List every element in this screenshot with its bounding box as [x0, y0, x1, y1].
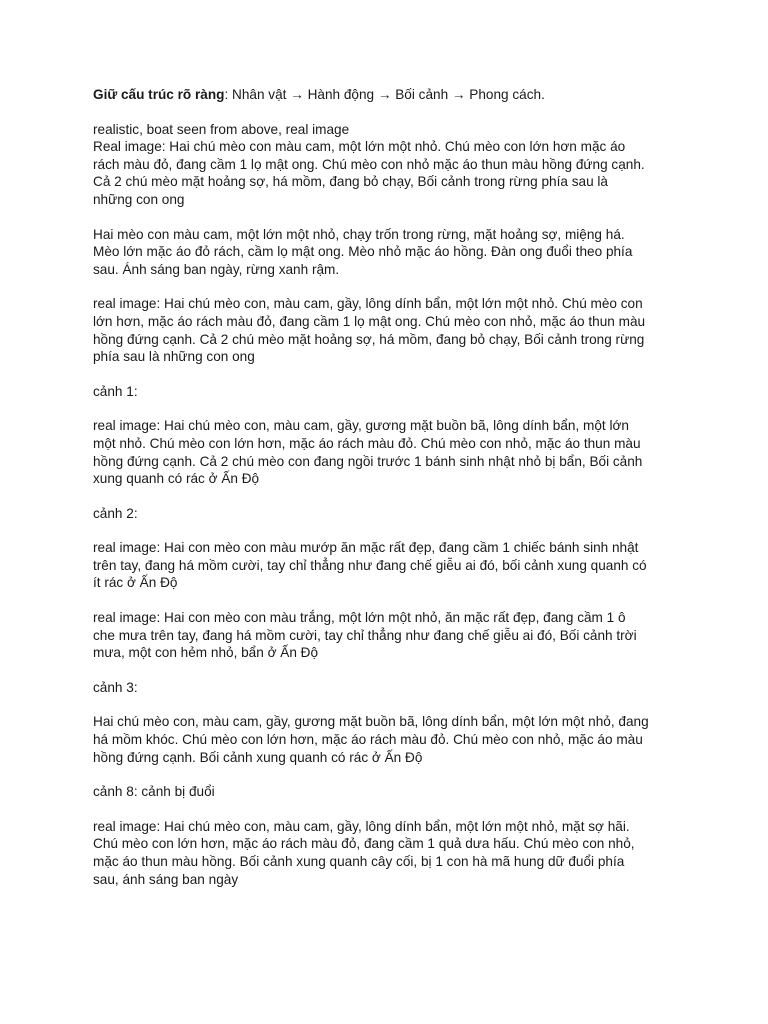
document-page: [93, 86, 683, 905]
paragraph-line: những con ong: [93, 191, 185, 207]
paragraph: [93, 539, 683, 592]
paragraph: [93, 295, 683, 365]
paragraph-line: real image: Hai chú mèo con, màu cam, gầy, lông dính bẩn, một lớn một nhỏ. Chú mèo con: [93, 296, 643, 312]
paragraph-line: real image: Hai con mèo con màu trắng, một lớn một nhỏ, ăn mặc rất đẹp, đang cầm 1 ô: [93, 610, 626, 626]
paragraph: [93, 121, 683, 209]
paragraph-line: lớn hơn, mặc áo rách màu đỏ, đang cầm 1 lọ mật ong. Chú mèo con nhỏ, mặc áo thun màu: [93, 313, 646, 329]
intro-rest: : Nhân vật → Hành động → Bối cảnh → Phong cách.: [224, 87, 545, 102]
paragraph-line: cảnh 1:: [93, 383, 138, 399]
paragraph-line: mưa, một con hẻm nhỏ, bẩn ở Ấn Độ: [93, 645, 319, 661]
paragraph-line: sau. Ánh sáng ban ngày, rừng xanh rậm.: [93, 261, 340, 277]
paragraph-line: hồng đứng cạnh. Cả 2 chú mèo mặt hoảng sợ, há mồm, đang bỏ chạy, Bối cảnh trong rừng: [93, 331, 645, 347]
paragraph-line: real image: Hai chú mèo con, màu cam, gầy, lông dính bẩn, một lớn một nhỏ, mặt sợ hãi.: [93, 818, 630, 834]
paragraph-line: real image: Hai con mèo con màu mướp ăn mặc rất đẹp, đang cầm 1 chiếc bánh sinh nhật: [93, 540, 639, 556]
paragraph-line: hồng đứng cạnh. Cả 2 chú mèo con đang ngồi trước 1 bánh sinh nhật nhỏ bị bẩn, Bối cảnh: [93, 453, 643, 469]
paragraph-line: rách màu đỏ, đang cầm 1 lọ mật ong. Chú mèo con nhỏ mặc áo thun màu hồng đứng cạnh.: [93, 156, 645, 172]
paragraph: [93, 713, 683, 766]
paragraph-line: Mèo lớn mặc áo đỏ rách, cầm lọ mật ong. Mèo nhỏ mặc áo hồng. Đàn ong đuổi theo phía: [93, 244, 633, 260]
paragraph-line: che mưa trên tay, đang há mồm cười, tay chỉ thẳng như đang chế giễu ai đó, Bối cảnh trời: [93, 627, 637, 643]
paragraph: [93, 226, 683, 279]
paragraph-line: phía sau là những con ong: [93, 349, 255, 365]
paragraph-line: Chú mèo con lớn hơn, mặc áo rách màu đỏ, đang cầm 1 quả dưa hấu. Chú mèo con nhỏ,: [93, 836, 635, 852]
paragraph-line: Hai mèo con màu cam, một lớn một nhỏ, chạy trốn trong rừng, mặt hoảng sợ, miệng há.: [93, 226, 625, 242]
paragraph-line: mặc áo thun màu hồng. Bối cảnh xung quanh cây cối, bị 1 con hà mã hung dữ đuổi phía: [93, 854, 625, 869]
paragraph: [93, 818, 683, 888]
paragraph-line: ít rác ở Ấn Độ: [93, 575, 178, 591]
paragraph-line: cảnh 2:: [93, 505, 138, 521]
paragraph: [93, 679, 683, 697]
paragraph-line: real image: Hai chú mèo con, màu cam, gầy, gương mặt buồn bã, lông dính bẩn, một lớn: [93, 418, 629, 434]
paragraph-line: há mồm khóc. Chú mèo con lớn hơn, mặc áo rách màu đỏ. Chú mèo con nhỏ, mặc áo màu: [93, 732, 643, 748]
intro-paragraph: [93, 86, 683, 104]
paragraph: [93, 783, 683, 801]
paragraph-line: trên tay, đang há mồm cười, tay chỉ thẳng như đang chế giễu ai đó, bối cảnh xung quanh có: [93, 557, 647, 573]
paragraph-line: Hai chú mèo con, màu cam, gầy, gương mặt buồn bã, lông dính bẩn, một lớn một nhỏ, đang: [93, 714, 649, 730]
paragraph: [93, 609, 683, 662]
paragraph-line: cảnh 3:: [93, 679, 138, 695]
paragraph: [93, 383, 683, 401]
paragraph-line: realistic, boat seen from above, real image: [93, 121, 350, 137]
paragraph-line: cảnh 8: cảnh bị đuổi: [93, 784, 215, 800]
paragraph-line: xung quanh có rác ở Ấn Độ: [93, 471, 260, 487]
paragraph-line: hồng đứng cạnh. Bối cảnh xung quanh có rác ở Ấn Độ: [93, 749, 423, 765]
paragraph-line: Cả 2 chú mèo mặt hoảng sợ, há mồm, đang bỏ chạy, Bối cảnh trong rừng phía sau là: [93, 174, 608, 190]
paragraph-line: Real image: Hai chú mèo con màu cam, một lớn một nhỏ. Chú mèo con lớn hơn mặc áo: [93, 139, 626, 155]
paragraph-list: [93, 121, 683, 889]
paragraph-line: một nhỏ. Chú mèo con lớn hơn, mặc áo rách màu đỏ. Chú mèo con nhỏ, mặc áo thun màu: [93, 435, 641, 451]
paragraph: [93, 505, 683, 523]
paragraph: [93, 417, 683, 487]
paragraph-line: sau, ánh sáng ban ngày: [93, 871, 239, 887]
intro-bold-label: Giữ cấu trúc rõ ràng: [93, 87, 225, 102]
